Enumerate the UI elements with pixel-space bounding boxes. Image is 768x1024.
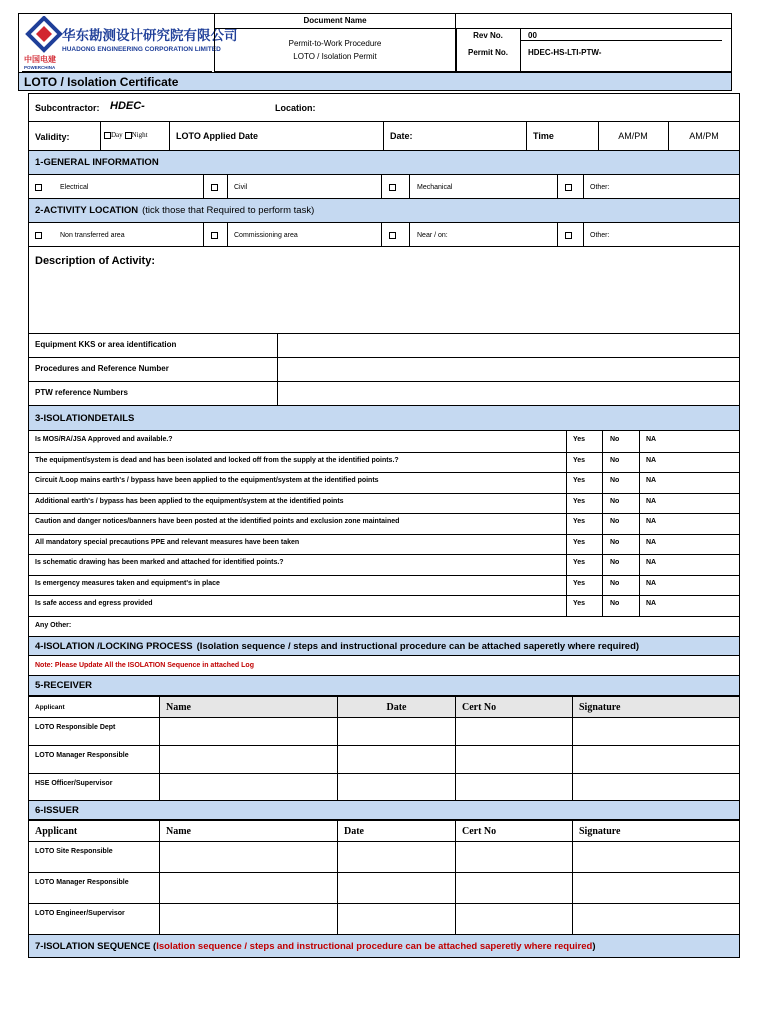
- issuer-head-name: Name: [160, 821, 338, 842]
- receiver-head-row: [29, 697, 740, 718]
- commissioning-label: Commissioning area: [234, 232, 298, 239]
- issuer-signature-cell[interactable]: [573, 842, 740, 873]
- validity-label-text: Validity: [35, 132, 67, 142]
- section-activity: [28, 199, 740, 223]
- iso-div-no: [602, 431, 603, 452]
- no-option[interactable]: No: [610, 436, 620, 443]
- activity-options: [28, 223, 740, 247]
- issuer-date-cell[interactable]: [338, 904, 456, 935]
- issuer-head-date: Date: [338, 821, 456, 842]
- iso-div-no: [602, 595, 603, 616]
- iso-div-yes: [566, 513, 567, 534]
- isolation-row: [28, 534, 740, 556]
- issuer-cert-cell[interactable]: [456, 873, 573, 904]
- iso-div-no: [602, 452, 603, 473]
- activity-div4: [409, 223, 410, 247]
- rev-label: Rev No.: [473, 31, 503, 40]
- receiver-head-date: Date: [338, 697, 456, 718]
- activity-other-checkbox[interactable]: [565, 232, 572, 239]
- locking-title: 4-ISOLATION /LOCKING PROCESS: [35, 640, 193, 652]
- yes-option[interactable]: Yes: [573, 600, 586, 607]
- activity-div1: [203, 223, 204, 247]
- no-option[interactable]: No: [610, 497, 620, 505]
- isolation-question: Is MOS/RA/JSA Approved and available.?: [35, 436, 173, 443]
- electrical-label: Electrical: [60, 184, 89, 191]
- iso-div-na: [639, 575, 640, 596]
- activity-div3: [381, 223, 382, 247]
- logo-cn: 华东勘测设计研究院有限公司: [62, 28, 238, 44]
- any-other-label: Any Other:: [35, 621, 72, 629]
- iso-div-yes: [566, 534, 567, 555]
- receiver-head-cert: Cert No: [456, 697, 573, 718]
- issuer-cert-cell[interactable]: [456, 842, 573, 873]
- iso-div-na: [639, 493, 640, 514]
- issuer-head-applicant: Applicant: [29, 821, 160, 842]
- receiver-cert-cell[interactable]: [456, 774, 573, 802]
- location-label: Location:: [275, 103, 316, 113]
- yes-option[interactable]: Yes: [573, 579, 586, 587]
- iso-div-no: [602, 534, 603, 555]
- iso-div-na: [639, 472, 640, 493]
- iso-div-yes: [566, 575, 567, 596]
- activity-div5: [557, 223, 558, 247]
- rev-value: 00: [528, 31, 537, 40]
- isolation-question: Circuit /Loop mains earth's / bypass have been applied to the equipment/system at the identified points: [35, 477, 379, 484]
- isolation-row: [28, 575, 740, 597]
- isolation-row: [28, 431, 740, 453]
- yes-option[interactable]: Yes: [573, 559, 586, 566]
- no-option[interactable]: No: [610, 579, 620, 587]
- locking-red-note: Note: Please Update All the ISOLATION Sequence in attached Log: [35, 662, 254, 669]
- yes-option[interactable]: Yes: [573, 436, 586, 443]
- equipment-kks-label: Equipment KKS or area identification: [35, 340, 177, 349]
- receiver-signature-cell[interactable]: [573, 774, 740, 802]
- receiver-name-cell[interactable]: [160, 746, 338, 774]
- yes-option[interactable]: Yes: [573, 497, 586, 505]
- description-label: Description of Activity:: [35, 255, 155, 267]
- ptw-ref-label: PTW reference Numbers: [35, 388, 128, 397]
- iso-div-yes: [566, 554, 567, 575]
- iso-div-yes: [566, 472, 567, 493]
- iso-div-na: [639, 513, 640, 534]
- day-label: Day: [111, 131, 123, 139]
- general-options: [28, 175, 740, 199]
- date-label-text: Date: [390, 131, 410, 141]
- yes-option[interactable]: Yes: [573, 518, 586, 525]
- receiver-name-cell[interactable]: [160, 774, 338, 802]
- na-option[interactable]: NA: [646, 559, 657, 566]
- no-option[interactable]: No: [610, 518, 620, 525]
- section-locking: [28, 636, 740, 656]
- equipment-kks-input[interactable]: [278, 335, 739, 357]
- receiver-cert-cell[interactable]: [456, 718, 573, 746]
- issuer-row: [29, 873, 740, 904]
- doc-name-box: [214, 28, 456, 72]
- general-div4: [409, 175, 410, 199]
- iso-div-na: [639, 452, 640, 473]
- section-issuer: 6-ISSUER: [28, 800, 740, 820]
- iso-div-no: [602, 513, 603, 534]
- receiver-row: [29, 746, 740, 774]
- civil-checkbox[interactable]: [211, 184, 218, 191]
- near-on-label: Near / on:: [417, 232, 448, 239]
- sequence-red-note: Isolation sequence / steps and instructional procedure can be attached saperetly where required: [156, 940, 593, 952]
- certificate-title: LOTO / Isolation Certificate: [24, 75, 179, 89]
- rev-line: [520, 40, 722, 41]
- receiver-head-applicant: Applicant: [29, 697, 160, 718]
- isolation-question: Is schematic drawing has been marked and attached for identified points.?: [35, 559, 284, 566]
- na-option[interactable]: NA: [646, 518, 657, 525]
- na-option[interactable]: NA: [646, 456, 657, 464]
- issuer-name-cell[interactable]: [160, 842, 338, 873]
- near-on-checkbox[interactable]: [389, 232, 396, 239]
- isolation-question: All mandatory special precautions PPE and relevant measures have been taken: [35, 538, 300, 546]
- na-option[interactable]: NA: [646, 600, 657, 607]
- isolation-row: [28, 493, 740, 515]
- issuer-row-label: LOTO Manager Responsible: [29, 873, 160, 904]
- isolation-row: [28, 452, 740, 474]
- locking-note: (Isolation sequence / steps and instructional procedure can be attached saperetly where required): [196, 640, 640, 652]
- receiver-cert-cell[interactable]: [456, 746, 573, 774]
- validity-div4: [526, 122, 527, 151]
- iso-div-na: [639, 534, 640, 555]
- yes-option[interactable]: Yes: [573, 538, 586, 546]
- issuer-date-cell[interactable]: [338, 873, 456, 904]
- issuer-signature-cell[interactable]: [573, 873, 740, 904]
- issuer-row-label: LOTO Engineer/Supervisor: [29, 904, 160, 935]
- permit-type: LOTO / Isolation Permit: [293, 52, 377, 61]
- iso-div-yes: [566, 452, 567, 473]
- general-other-label: Other:: [590, 184, 610, 191]
- isolation-row: [28, 554, 740, 576]
- receiver-row: [29, 718, 740, 746]
- night-checkbox[interactable]: [125, 132, 132, 139]
- section-general: 1-GENERAL INFORMATION: [28, 151, 740, 175]
- activity-div6: [583, 223, 584, 247]
- civil-label: Civil: [234, 184, 248, 191]
- issuer-row-label: LOTO Site Responsible: [29, 842, 160, 873]
- logo-en: HUADONG ENGINEERING CORPORATION LIMITED: [62, 46, 221, 53]
- isolation-question: The equipment/system is dead and has been isolated and locked off from the supply at the identified points.?: [35, 456, 399, 464]
- isolation-row: [28, 472, 740, 494]
- mechanical-checkbox[interactable]: [389, 184, 396, 191]
- subcontractor-value[interactable]: HDEC-: [110, 100, 145, 112]
- general-div2: [227, 175, 228, 199]
- subcontractor-label-text: Subcontractor: [35, 103, 97, 113]
- receiver-signature-cell[interactable]: [573, 718, 740, 746]
- receiver-head-signature: Signature: [573, 697, 740, 718]
- loto-applied-date: LOTO Applied Date: [176, 131, 259, 141]
- isolation-question: Caution and danger notices/banners have been posted at the identified points and exclusion zone maintained: [35, 518, 400, 525]
- any-other-row[interactable]: [28, 616, 740, 637]
- general-div3: [381, 175, 382, 199]
- isolation-question: Additional earth's / bypass has been applied to the equipment/system at the identified points: [35, 497, 344, 505]
- na-option[interactable]: NA: [646, 497, 657, 505]
- logo-small-en: POWERCHINA: [24, 65, 56, 70]
- receiver-date-cell[interactable]: [338, 718, 456, 746]
- issuer-head-cert: Cert No: [456, 821, 573, 842]
- day-checkbox[interactable]: [104, 132, 111, 139]
- iso-div-no: [602, 575, 603, 596]
- night-label: Night: [131, 131, 148, 139]
- ampm-1[interactable]: AM/PM: [618, 131, 648, 141]
- receiver-row: [29, 774, 740, 802]
- sequence-close: ): [592, 940, 596, 952]
- iso-div-no: [602, 493, 603, 514]
- isolation-row: [28, 595, 740, 617]
- isolation-question: Is emergency measures taken and equipment's in place: [35, 579, 220, 587]
- ampm-2[interactable]: AM/PM: [689, 131, 719, 141]
- section-receiver: 5-RECEIVER: [28, 676, 740, 696]
- iso-div-no: [602, 554, 603, 575]
- logo: [22, 16, 238, 72]
- permit-label: Permit No.: [467, 48, 508, 57]
- no-option[interactable]: No: [610, 600, 620, 607]
- commissioning-checkbox[interactable]: [211, 232, 218, 239]
- receiver-row-label: HSE Officer/Supervisor: [29, 774, 160, 802]
- receiver-signature-cell[interactable]: [573, 746, 740, 774]
- logo-small-cn: 中国电建: [24, 55, 56, 64]
- activity-note: (tick those that Required to perform task): [142, 205, 315, 216]
- issuer-date-cell[interactable]: [338, 842, 456, 873]
- date-label: Date:: [390, 131, 413, 141]
- locking-note-row: [28, 656, 740, 676]
- section-isolation: 3-ISOLATIONDETAILS: [28, 406, 740, 431]
- na-option[interactable]: NA: [646, 538, 657, 546]
- iso-div-yes: [566, 431, 567, 452]
- activity-other-label: Other:: [590, 232, 610, 239]
- permit-value[interactable]: HDEC-HS-LTI-PTW-: [528, 48, 602, 57]
- yes-option[interactable]: Yes: [573, 456, 586, 464]
- no-option[interactable]: No: [610, 559, 620, 566]
- receiver-date-cell[interactable]: [338, 746, 456, 774]
- validity-div2: [169, 122, 170, 151]
- time-label: Time: [533, 131, 554, 141]
- procedures-input[interactable]: [278, 359, 739, 381]
- doc-name-label: Document Name: [214, 13, 456, 29]
- iso-div-yes: [566, 595, 567, 616]
- no-option[interactable]: No: [610, 456, 620, 464]
- no-option[interactable]: No: [610, 538, 620, 546]
- activity-div2: [227, 223, 228, 247]
- receiver-name-cell[interactable]: [160, 718, 338, 746]
- iso-div-na: [639, 595, 640, 616]
- na-option[interactable]: NA: [646, 579, 657, 587]
- electrical-checkbox[interactable]: [35, 184, 42, 191]
- general-other-checkbox[interactable]: [565, 184, 572, 191]
- isolation-question: Is safe access and egress provided: [35, 600, 153, 607]
- iso-div-no: [602, 472, 603, 493]
- procedures-label: Procedures and Reference Number: [35, 364, 169, 373]
- iso-div-na: [639, 431, 640, 452]
- receiver-row-label: LOTO Responsible Dept: [29, 718, 160, 746]
- yes-option[interactable]: Yes: [573, 477, 586, 484]
- na-option[interactable]: NA: [646, 436, 657, 443]
- issuer-name-cell[interactable]: [160, 904, 338, 935]
- issuer-signature-cell[interactable]: [573, 904, 740, 935]
- activity-title: 2-ACTIVITY LOCATION: [35, 205, 139, 216]
- validity-div1: [100, 122, 101, 151]
- non-transferred-checkbox[interactable]: [35, 232, 42, 239]
- validity-div3: [383, 122, 384, 151]
- isolation-row: [28, 513, 740, 535]
- day-night-options: [104, 131, 148, 139]
- iso-div-yes: [566, 493, 567, 514]
- receiver-table: [28, 696, 740, 802]
- receiver-head-name: Name: [160, 697, 338, 718]
- sequence-title: 7-ISOLATION SEQUENCE (: [35, 940, 157, 952]
- na-option[interactable]: NA: [646, 477, 657, 484]
- subcontractor-label: Subcontractor:: [35, 103, 100, 113]
- general-div1: [203, 175, 204, 199]
- procedure-name: Permit-to-Work Procedure: [288, 39, 382, 48]
- general-div5: [557, 175, 558, 199]
- issuer-head-row: [29, 821, 740, 842]
- non-transferred-label: Non transferred area: [60, 232, 125, 239]
- ptw-ref-input[interactable]: [278, 383, 739, 405]
- section-sequence: [28, 934, 740, 958]
- issuer-cert-cell[interactable]: [456, 904, 573, 935]
- no-option[interactable]: No: [610, 477, 620, 484]
- general-div6: [583, 175, 584, 199]
- receiver-date-cell[interactable]: [338, 774, 456, 802]
- rev-divider: [520, 28, 521, 72]
- receiver-row-label: LOTO Manager Responsible: [29, 746, 160, 774]
- issuer-row: [29, 842, 740, 873]
- issuer-table: [28, 820, 740, 935]
- mechanical-label: Mechanical: [417, 184, 453, 191]
- issuer-name-cell[interactable]: [160, 873, 338, 904]
- issuer-head-signature: Signature: [573, 821, 740, 842]
- validity-label: Validity:: [35, 132, 70, 142]
- issuer-row: [29, 904, 740, 935]
- iso-div-na: [639, 554, 640, 575]
